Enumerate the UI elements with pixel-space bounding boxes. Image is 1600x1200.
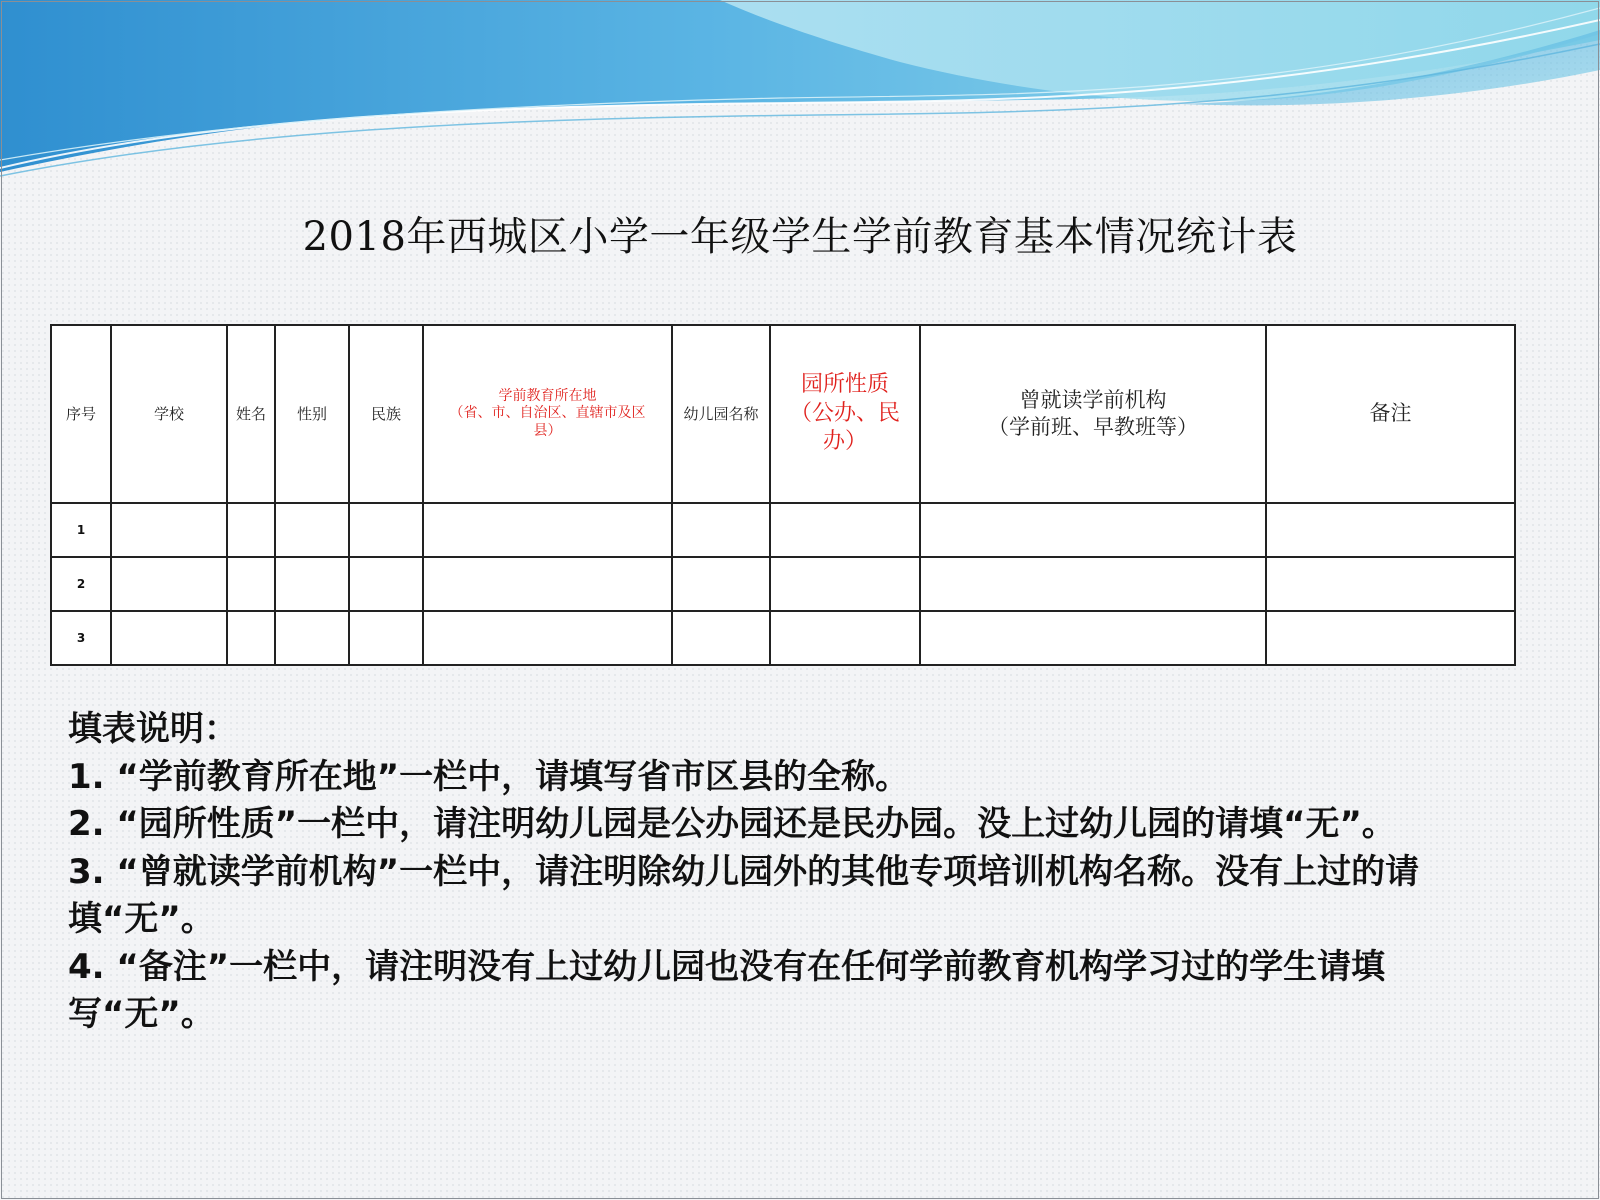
- header-kindergarten-name: 幼儿园名称: [672, 325, 770, 503]
- header-gender: 性别: [275, 325, 349, 503]
- table-cell[interactable]: [349, 557, 423, 611]
- table-cell[interactable]: [770, 503, 920, 557]
- table-cell[interactable]: [227, 611, 275, 665]
- table-row: [51, 557, 1515, 611]
- table-cell[interactable]: [423, 557, 672, 611]
- header-index: 序号: [51, 325, 111, 503]
- instruction-item: 3. “曾就读学前机构”一栏中，请注明除幼儿园外的其他专项培训机构名称。没有上过的请填“无”。: [68, 851, 1420, 939]
- table-cell[interactable]: [1266, 503, 1515, 557]
- table-cell[interactable]: [920, 557, 1266, 611]
- table-cell[interactable]: [275, 503, 349, 557]
- table-cell-index: 1: [51, 503, 111, 557]
- table-cell[interactable]: [423, 503, 672, 557]
- table-cell[interactable]: [275, 557, 349, 611]
- instruction-item: 2. “园所性质”一栏中，请注明幼儿园是公办园还是民办园。没上过幼儿园的请填“无”。: [68, 804, 1396, 844]
- page-title: 2018年西城区小学一年级学生学前教育基本情况统计表: [302, 214, 1298, 260]
- instructions-heading: 填表说明：: [68, 709, 238, 749]
- table-cell[interactable]: [920, 611, 1266, 665]
- table-cell[interactable]: [227, 557, 275, 611]
- table-cell[interactable]: [1266, 611, 1515, 665]
- table-cell[interactable]: [111, 611, 227, 665]
- statistics-table: [50, 324, 1516, 666]
- filling-instructions: [68, 706, 1488, 1039]
- table-cell-index: 3: [51, 611, 111, 665]
- table-cell-index: 2: [51, 557, 111, 611]
- header-ethnicity: 民族: [349, 325, 423, 503]
- table-cell[interactable]: [672, 557, 770, 611]
- instruction-item: 1. “学前教育所在地”一栏中，请填写省市区县的全称。: [68, 756, 910, 797]
- table-cell[interactable]: [111, 503, 227, 557]
- table-cell[interactable]: [770, 611, 920, 665]
- wave-header-decoration: [0, 0, 1600, 200]
- table-cell[interactable]: [423, 611, 672, 665]
- header-name: 姓名: [227, 325, 275, 503]
- table-row: [51, 611, 1515, 665]
- table-cell[interactable]: [349, 503, 423, 557]
- table-cell[interactable]: [227, 503, 275, 557]
- table-row: [51, 503, 1515, 557]
- header-prior-institution: 曾就读学前机构 （学前班、早教班等）: [920, 325, 1266, 503]
- table-cell[interactable]: [770, 557, 920, 611]
- header-preschool-location: 学前教育所在地 （省、市、自治区、直辖市及区 县）: [423, 325, 672, 503]
- table-cell[interactable]: [275, 611, 349, 665]
- table-cell[interactable]: [349, 611, 423, 665]
- header-kindergarten-type: 园所性质 （公办、民 办）: [770, 325, 920, 503]
- table-cell[interactable]: [920, 503, 1266, 557]
- table-cell[interactable]: [1266, 557, 1515, 611]
- table-cell[interactable]: [672, 611, 770, 665]
- table-header-row: [51, 325, 1515, 503]
- header-school: 学校: [111, 325, 227, 503]
- instruction-item: 4. “备注”一栏中，请注明没有上过幼儿园也没有在任何学前教育机构学习过的学生请填写“无”。: [68, 946, 1386, 1034]
- table-cell[interactable]: [111, 557, 227, 611]
- table-cell[interactable]: [672, 503, 770, 557]
- header-remarks: 备注: [1266, 325, 1515, 503]
